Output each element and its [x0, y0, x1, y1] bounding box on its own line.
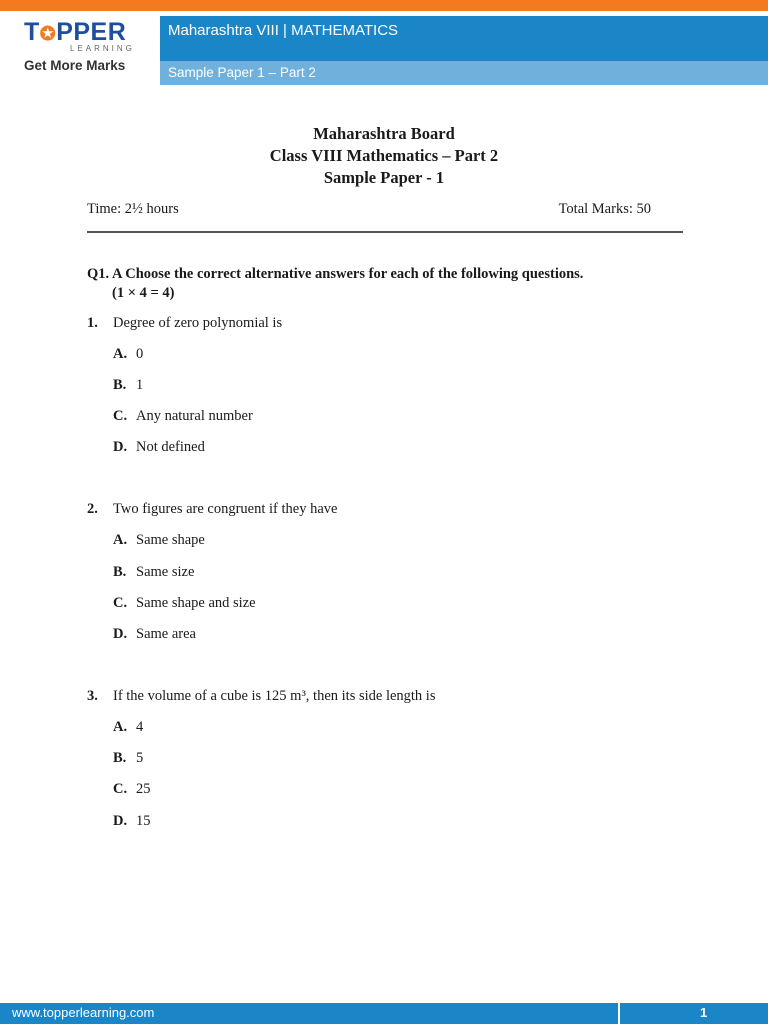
top-accent-bar [0, 0, 768, 11]
page-number: 1 [700, 1005, 708, 1020]
option-1a: A. 0 [113, 346, 144, 362]
logo-subtext: LEARNING [70, 44, 135, 53]
footer-url-link[interactable]: www.topperlearning.com [12, 1005, 155, 1020]
option-1b: B. 1 [113, 377, 144, 393]
paper-total-marks: Total Marks: 50 [558, 201, 651, 217]
question-number: 3. [87, 688, 98, 704]
section-marks: (1 × 4 = 4) [112, 285, 175, 301]
header-subtitle: Sample Paper 1 – Part 2 [168, 65, 316, 80]
footer-divider [618, 1003, 620, 1024]
option-3a: A. 4 [113, 719, 144, 735]
paper-time: Time: 2½ hours [87, 201, 179, 217]
header-divider [87, 231, 683, 233]
header-subtitle-bar [160, 61, 768, 85]
option-3c: C. 25 [113, 781, 151, 797]
question-text: If the volume of a cube is 125 m³, then its side length is [113, 688, 436, 704]
question-text: Degree of zero polynomial is [113, 315, 283, 331]
option-2d: D. Same area [113, 626, 196, 642]
question-text: Two figures are congruent if they have [113, 501, 338, 517]
option-1c: C. Any natural number [113, 408, 253, 424]
option-2a: A. Same shape [113, 532, 205, 548]
section-heading: Q1. A Choose the correct alternative answers for each of the following questions. [87, 266, 584, 282]
logo-tagline: Get More Marks [24, 58, 126, 73]
paper-class: Class VIII Mathematics – Part 2 [269, 146, 499, 165]
footer-bar [0, 1003, 768, 1024]
option-3b: B. 5 [113, 750, 144, 766]
question-number: 1. [87, 315, 98, 331]
paper-title: Sample Paper - 1 [323, 168, 445, 187]
option-3d: D. 15 [113, 813, 151, 829]
option-2c: C. Same shape and size [113, 595, 256, 611]
logo-brand: T✪PPER [24, 18, 127, 46]
header-title-bar [160, 16, 768, 62]
topper-logo [24, 18, 136, 78]
question-1 [87, 315, 282, 332]
option-2b: B. Same size [113, 564, 195, 580]
question-3 [87, 688, 435, 705]
option-1d: D. Not defined [113, 439, 205, 455]
logo-star-icon: ✪ [39, 24, 57, 45]
question-2 [87, 501, 337, 518]
header-title: Maharashtra VIII | MATHEMATICS [168, 22, 399, 39]
paper-board: Maharashtra Board [313, 124, 455, 143]
question-number: 2. [87, 501, 98, 517]
